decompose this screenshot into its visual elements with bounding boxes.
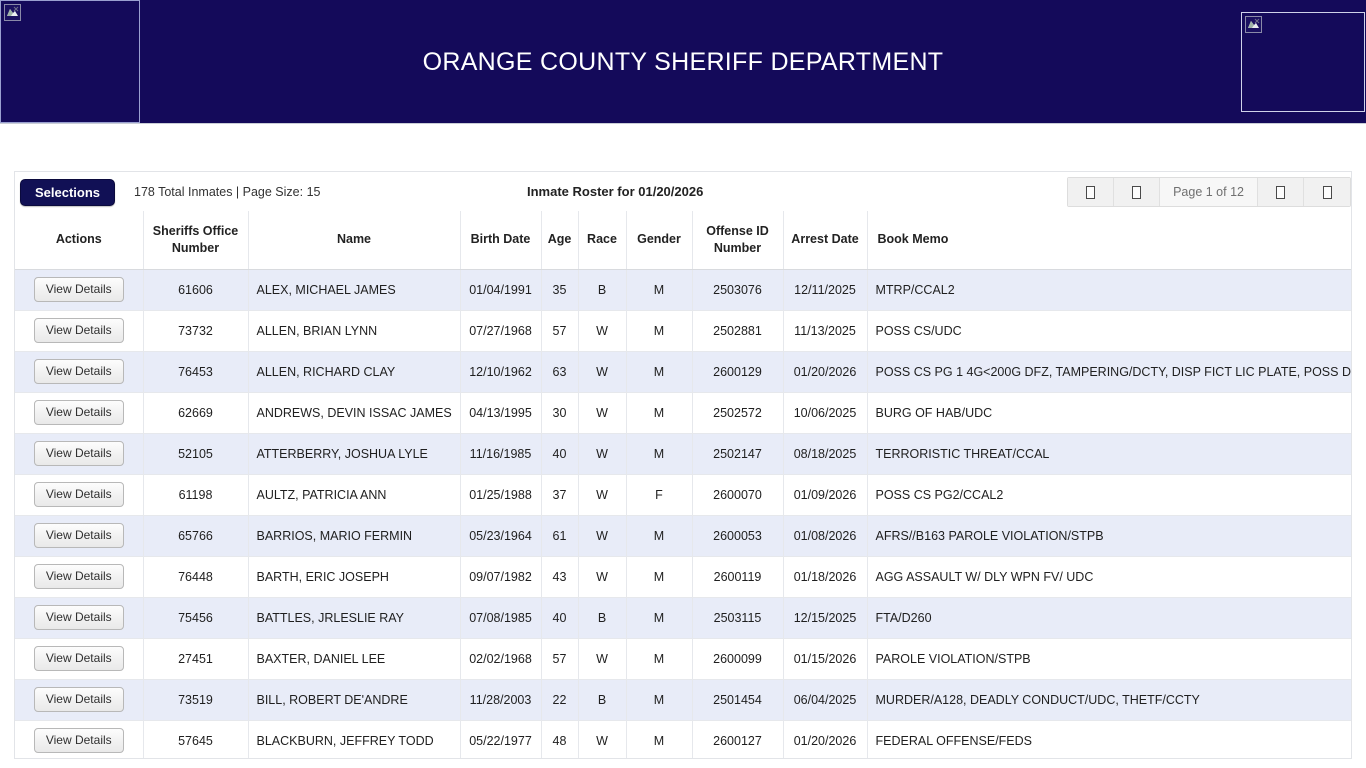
table-row[interactable] [15, 392, 1352, 433]
table-row[interactable] [15, 679, 1352, 720]
cell-offense-id-number: 2502572 [692, 392, 783, 433]
last-page-icon [1323, 186, 1332, 199]
cell-age: 57 [541, 310, 578, 351]
view-details-button[interactable]: View Details [34, 646, 124, 671]
cell-race: W [578, 392, 626, 433]
table-row[interactable] [15, 720, 1352, 759]
cell-arrest-date: 10/06/2025 [783, 392, 867, 433]
cell-race: W [578, 515, 626, 556]
table-header-row [15, 211, 1352, 269]
cell-offense-id-number: 2502881 [692, 310, 783, 351]
table-row[interactable] [15, 556, 1352, 597]
cell-birth-date: 01/04/1991 [460, 269, 541, 310]
view-details-button[interactable]: View Details [34, 605, 124, 630]
cell-actions [15, 310, 143, 351]
column-header-race[interactable]: Race [578, 211, 626, 269]
view-details-button[interactable]: View Details [34, 482, 124, 507]
cell-age: 30 [541, 392, 578, 433]
roster-table-container [14, 211, 1352, 759]
column-header-offense-id-number[interactable]: Offense ID Number [692, 211, 783, 269]
cell-race: W [578, 720, 626, 759]
view-details-button[interactable]: View Details [34, 687, 124, 712]
cell-birth-date: 07/27/1968 [460, 310, 541, 351]
cell-book-memo: PAROLE VIOLATION/STPB [867, 638, 1352, 679]
table-row[interactable] [15, 474, 1352, 515]
table-row[interactable] [15, 433, 1352, 474]
broken-image-icon [4, 4, 21, 21]
cell-birth-date: 05/22/1977 [460, 720, 541, 759]
cell-offense-id-number: 2503115 [692, 597, 783, 638]
column-header-actions[interactable]: Actions [15, 211, 143, 269]
cell-book-memo: AFRS//B163 PAROLE VIOLATION/STPB [867, 515, 1352, 556]
cell-sheriffs-office-number: 62669 [143, 392, 248, 433]
cell-actions [15, 720, 143, 759]
cell-book-memo: TERRORISTIC THREAT/CCAL [867, 433, 1352, 474]
view-details-button[interactable]: View Details [34, 441, 124, 466]
cell-offense-id-number: 2600053 [692, 515, 783, 556]
cell-offense-id-number: 2600099 [692, 638, 783, 679]
cell-name: BLACKBURN, JEFFREY TODD [248, 720, 460, 759]
cell-arrest-date: 01/20/2026 [783, 720, 867, 759]
view-details-button[interactable]: View Details [34, 728, 124, 753]
cell-birth-date: 11/28/2003 [460, 679, 541, 720]
table-row[interactable] [15, 351, 1352, 392]
table-row[interactable] [15, 515, 1352, 556]
cell-name: ATTERBERRY, JOSHUA LYLE [248, 433, 460, 474]
cell-book-memo: FEDERAL OFFENSE/FEDS [867, 720, 1352, 759]
cell-name: ALEX, MICHAEL JAMES [248, 269, 460, 310]
cell-race: B [578, 679, 626, 720]
column-header-sheriffs-office-number[interactable]: Sheriffs Office Number [143, 211, 248, 269]
table-row[interactable] [15, 597, 1352, 638]
cell-gender: M [626, 597, 692, 638]
cell-name: ALLEN, RICHARD CLAY [248, 351, 460, 392]
cell-gender: M [626, 392, 692, 433]
cell-birth-date: 09/07/1982 [460, 556, 541, 597]
cell-gender: M [626, 638, 692, 679]
cell-race: B [578, 597, 626, 638]
cell-arrest-date: 01/18/2026 [783, 556, 867, 597]
table-row[interactable] [15, 310, 1352, 351]
cell-race: W [578, 433, 626, 474]
next-page-button[interactable] [1258, 178, 1304, 206]
cell-age: 35 [541, 269, 578, 310]
first-page-button[interactable] [1068, 178, 1114, 206]
cell-birth-date: 01/25/1988 [460, 474, 541, 515]
roster-toolbar [14, 171, 1352, 211]
view-details-button[interactable]: View Details [34, 523, 124, 548]
table-body [15, 269, 1352, 759]
column-header-book-memo[interactable]: Book Memo [867, 211, 1352, 269]
cell-actions [15, 515, 143, 556]
inmate-count-text: 178 Total Inmates | Page Size: 15 [134, 185, 321, 199]
previous-page-button[interactable] [1114, 178, 1160, 206]
roster-date-title: Inmate Roster for 01/20/2026 [527, 184, 704, 199]
cell-offense-id-number: 2503076 [692, 269, 783, 310]
cell-arrest-date: 01/08/2026 [783, 515, 867, 556]
cell-arrest-date: 12/15/2025 [783, 597, 867, 638]
pagination-controls [1067, 177, 1351, 207]
cell-arrest-date: 08/18/2025 [783, 433, 867, 474]
cell-offense-id-number: 2600129 [692, 351, 783, 392]
cell-arrest-date: 06/04/2025 [783, 679, 867, 720]
cell-age: 63 [541, 351, 578, 392]
cell-name: ANDREWS, DEVIN ISSAC JAMES [248, 392, 460, 433]
cell-arrest-date: 01/20/2026 [783, 351, 867, 392]
cell-name: ALLEN, BRIAN LYNN [248, 310, 460, 351]
site-header-banner [0, 0, 1366, 124]
selections-button[interactable]: Selections [20, 179, 115, 206]
previous-page-icon [1132, 186, 1141, 199]
cell-age: 61 [541, 515, 578, 556]
cell-sheriffs-office-number: 27451 [143, 638, 248, 679]
cell-sheriffs-office-number: 57645 [143, 720, 248, 759]
cell-birth-date: 07/08/1985 [460, 597, 541, 638]
cell-actions [15, 269, 143, 310]
cell-arrest-date: 01/09/2026 [783, 474, 867, 515]
cell-name: BAXTER, DANIEL LEE [248, 638, 460, 679]
cell-sheriffs-office-number: 76448 [143, 556, 248, 597]
cell-age: 57 [541, 638, 578, 679]
cell-race: W [578, 310, 626, 351]
cell-sheriffs-office-number: 65766 [143, 515, 248, 556]
cell-actions [15, 638, 143, 679]
cell-gender: M [626, 556, 692, 597]
cell-birth-date: 02/02/1968 [460, 638, 541, 679]
cell-book-memo: MTRP/CCAL2 [867, 269, 1352, 310]
cell-gender: M [626, 310, 692, 351]
next-page-icon [1276, 186, 1285, 199]
cell-race: W [578, 556, 626, 597]
cell-book-memo: MURDER/A128, DEADLY CONDUCT/UDC, THETF/CCTY [867, 679, 1352, 720]
inmate-roster-table [15, 211, 1352, 759]
column-header-name[interactable]: Name [248, 211, 460, 269]
cell-sheriffs-office-number: 61606 [143, 269, 248, 310]
cell-sheriffs-office-number: 61198 [143, 474, 248, 515]
cell-race: B [578, 269, 626, 310]
cell-name: AULTZ, PATRICIA ANN [248, 474, 460, 515]
cell-offense-id-number: 2600070 [692, 474, 783, 515]
column-header-age[interactable]: Age [541, 211, 578, 269]
cell-age: 22 [541, 679, 578, 720]
cell-sheriffs-office-number: 75456 [143, 597, 248, 638]
cell-offense-id-number: 2502147 [692, 433, 783, 474]
cell-birth-date: 04/13/1995 [460, 392, 541, 433]
cell-actions [15, 679, 143, 720]
cell-offense-id-number: 2600119 [692, 556, 783, 597]
cell-actions [15, 597, 143, 638]
broken-image-icon [1245, 16, 1262, 33]
cell-book-memo: POSS CS PG 1 4G<200G DFZ, TAMPERING/DCTY, DISP FICT LIC PLATE, POSS D [867, 351, 1352, 392]
page-indicator: Page 1 of 12 [1160, 178, 1258, 206]
cell-book-memo: FTA/D260 [867, 597, 1352, 638]
cell-gender: M [626, 269, 692, 310]
cell-age: 48 [541, 720, 578, 759]
cell-arrest-date: 11/13/2025 [783, 310, 867, 351]
cell-gender: M [626, 433, 692, 474]
cell-sheriffs-office-number: 73519 [143, 679, 248, 720]
cell-age: 37 [541, 474, 578, 515]
cell-gender: M [626, 515, 692, 556]
cell-name: BILL, ROBERT DE'ANDRE [248, 679, 460, 720]
cell-actions [15, 392, 143, 433]
view-details-button[interactable]: View Details [34, 318, 124, 343]
cell-book-memo: AGG ASSAULT W/ DLY WPN FV/ UDC [867, 556, 1352, 597]
cell-age: 43 [541, 556, 578, 597]
cell-book-memo: BURG OF HAB/UDC [867, 392, 1352, 433]
cell-birth-date: 11/16/1985 [460, 433, 541, 474]
sheriff-logo-left [0, 0, 140, 123]
view-details-button[interactable]: View Details [34, 359, 124, 384]
sheriff-logo-right [1241, 12, 1365, 112]
column-header-gender[interactable]: Gender [626, 211, 692, 269]
cell-gender: F [626, 474, 692, 515]
view-details-button[interactable]: View Details [34, 277, 124, 302]
column-header-birth-date[interactable]: Birth Date [460, 211, 541, 269]
column-header-arrest-date[interactable]: Arrest Date [783, 211, 867, 269]
first-page-icon [1086, 186, 1095, 199]
cell-birth-date: 12/10/1962 [460, 351, 541, 392]
content-spacer [0, 124, 1366, 171]
cell-name: BATTLES, JRLESLIE RAY [248, 597, 460, 638]
cell-sheriffs-office-number: 76453 [143, 351, 248, 392]
cell-gender: M [626, 720, 692, 759]
cell-sheriffs-office-number: 52105 [143, 433, 248, 474]
cell-offense-id-number: 2501454 [692, 679, 783, 720]
view-details-button[interactable]: View Details [34, 400, 124, 425]
cell-arrest-date: 01/15/2026 [783, 638, 867, 679]
cell-actions [15, 433, 143, 474]
cell-name: BARRIOS, MARIO FERMIN [248, 515, 460, 556]
cell-offense-id-number: 2600127 [692, 720, 783, 759]
cell-name: BARTH, ERIC JOSEPH [248, 556, 460, 597]
table-row[interactable] [15, 269, 1352, 310]
table-row[interactable] [15, 638, 1352, 679]
cell-actions [15, 556, 143, 597]
cell-birth-date: 05/23/1964 [460, 515, 541, 556]
cell-race: W [578, 351, 626, 392]
last-page-button[interactable] [1304, 178, 1350, 206]
view-details-button[interactable]: View Details [34, 564, 124, 589]
page-title: ORANGE COUNTY SHERIFF DEPARTMENT [422, 47, 944, 76]
cell-arrest-date: 12/11/2025 [783, 269, 867, 310]
cell-actions [15, 351, 143, 392]
cell-age: 40 [541, 597, 578, 638]
cell-race: W [578, 638, 626, 679]
cell-race: W [578, 474, 626, 515]
cell-gender: M [626, 351, 692, 392]
cell-age: 40 [541, 433, 578, 474]
cell-actions [15, 474, 143, 515]
cell-book-memo: POSS CS/UDC [867, 310, 1352, 351]
cell-sheriffs-office-number: 73732 [143, 310, 248, 351]
cell-gender: M [626, 679, 692, 720]
cell-book-memo: POSS CS PG2/CCAL2 [867, 474, 1352, 515]
table-header [15, 211, 1352, 269]
